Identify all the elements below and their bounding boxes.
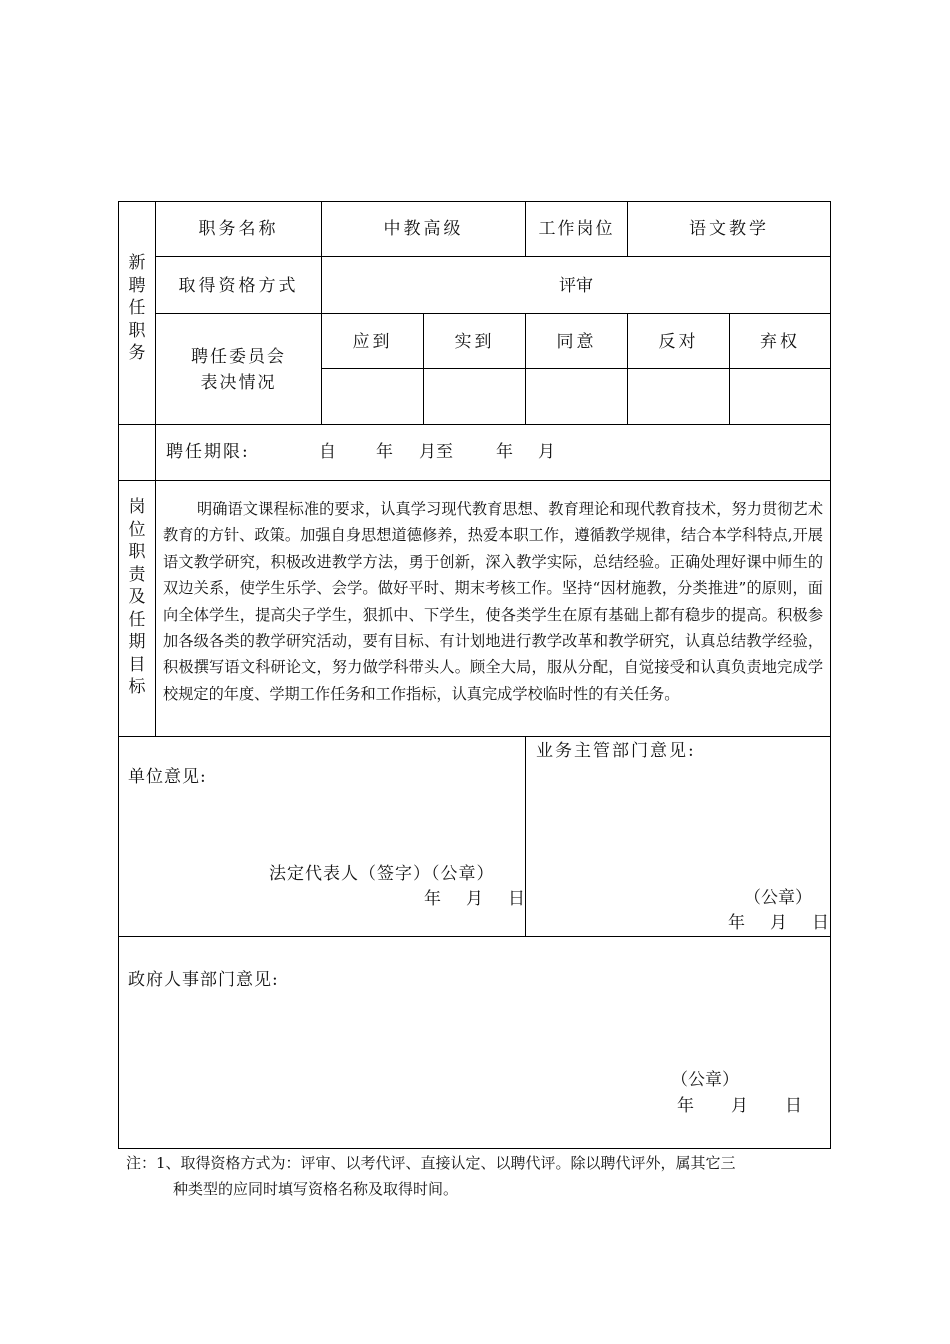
post-name-label: 职务名称 — [198, 219, 279, 239]
row-line — [155, 256, 831, 257]
qualification-label: 取得资格方式 — [178, 276, 299, 296]
dept-date: 年 月 日 — [728, 913, 833, 933]
footnote-line1: 注：1、取得资格方式为：评审、以考代评、直接认定、以聘代评。除以聘代评外，属其它三 — [126, 1154, 736, 1172]
side-char: 聘 — [128, 275, 146, 296]
term-year1: 年 — [376, 442, 393, 462]
side-char: 职 — [128, 542, 146, 562]
unit-date: 年 月 日 — [424, 889, 529, 909]
row-line — [118, 936, 831, 937]
term-month2: 月 — [538, 442, 555, 462]
col-line — [321, 313, 322, 424]
row-line — [118, 480, 831, 481]
footnote-line2: 种类型的应同时填写资格名称及取得时间。 — [173, 1180, 459, 1198]
duties-side-label — [126, 496, 148, 699]
table-border-bottom — [118, 1148, 831, 1149]
table-border-right — [830, 201, 831, 1148]
vote-header-agree: 同意 — [556, 332, 597, 352]
term-year2: 年 — [496, 442, 513, 462]
table-border-top — [118, 201, 831, 202]
col-line — [423, 313, 424, 424]
row-line — [118, 424, 831, 425]
work-position-label: 工作岗位 — [538, 219, 615, 239]
vote-header-due: 应到 — [352, 332, 393, 352]
dept-opinion-label: 业务主管部门意见: — [536, 741, 696, 761]
dept-seal: （公章） — [744, 888, 812, 908]
committee-label-line2: 表决情况 — [200, 373, 277, 393]
vote-header-oppose: 反对 — [658, 332, 699, 352]
vote-header-present: 实到 — [454, 332, 495, 352]
work-position-value[interactable]: 语文教学 — [689, 219, 769, 239]
gov-opinion-label: 政府人事部门意见: — [128, 970, 279, 990]
table-border-left — [118, 201, 119, 1148]
term-label: 聘任期限: — [166, 442, 250, 462]
unit-opinion-label: 单位意见: — [128, 767, 207, 787]
qualification-value[interactable]: 评审 — [559, 276, 593, 296]
new-post-side-label — [126, 252, 148, 365]
duties-text[interactable]: 明确语文课程标准的要求，认真学习现代教育思想、教育理论和现代教育技术，努力贯彻艺术教育的方针、政策。加强自身思想道德修养，热爱本职工作，遵循教学规律，结合本学科特点,开展语文教学研究，积极改进教学方法，勇于创新，深入教学实际，总结经验。正确处理好课中师生的双边关系，使学生乐学、会学。做好平时、期末考核工作。坚持“因材施教，分类推进”的原则，面向全体学生，提高尖子学生，狠抓中、下学生，使各类学生在原有基础上都有稳步的提高。积极参加各级各类的教学研究活动，要有目标、有计划地进行教学改革和教学研究，认真总结教学经验，积极撰写语文科研论文，努力做学科带头人。顾全大局，服从分配，自觉接受和认真负责地完成学校规定的年度、学期工作任务和工作指标，认真完成学校临时性的有关任务。 — [163, 500, 823, 703]
col-line — [525, 313, 526, 424]
row-line — [118, 736, 831, 737]
side-char: 责 — [128, 564, 146, 585]
committee-label-line1: 聘任委员会 — [191, 347, 286, 367]
row-line — [321, 368, 831, 369]
side-char: 位 — [128, 519, 146, 540]
side-char: 职 — [128, 320, 146, 341]
side-char: 任 — [128, 298, 146, 318]
gov-date: 年 月 日 — [677, 1096, 803, 1116]
side-char: 目 — [128, 654, 146, 675]
side-char: 新 — [128, 253, 146, 273]
side-char: 及 — [128, 587, 146, 607]
side-char: 任 — [128, 609, 146, 630]
side-char: 岗 — [128, 497, 146, 517]
gov-seal: （公章） — [671, 1070, 739, 1090]
side-char: 务 — [128, 343, 146, 363]
vote-header-abstain: 弃权 — [760, 332, 800, 352]
side-char: 期 — [128, 632, 146, 652]
unit-signature-line: 法定代表人（签字）（公章） — [269, 864, 495, 884]
side-char: 标 — [128, 677, 146, 697]
post-name-value[interactable]: 中教高级 — [383, 219, 464, 239]
col-line — [627, 313, 628, 424]
term-from: 自 — [319, 442, 336, 462]
col-line — [729, 313, 730, 424]
term-month-to: 月至 — [419, 442, 453, 462]
